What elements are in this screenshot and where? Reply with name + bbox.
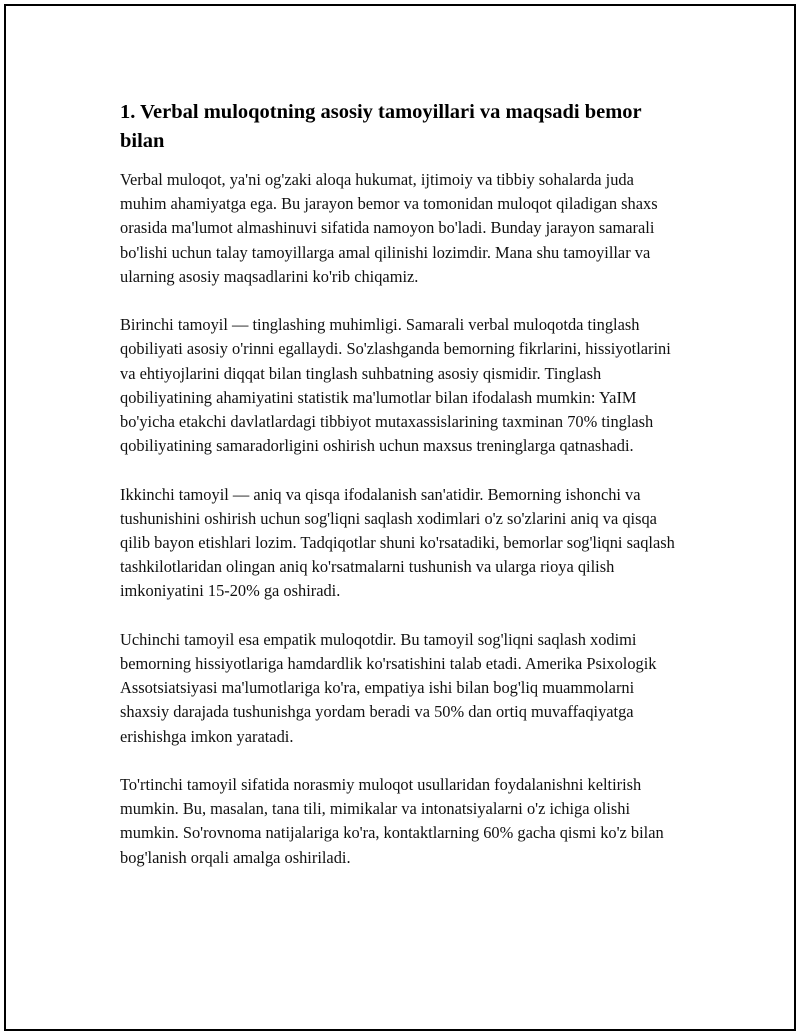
paragraph-first-principle: Birinchi tamoyil — tinglashing muhimligi. Samarali verbal muloqotda tinglash qobiliyati asosiy o'rinni egallaydi. So'zlashganda bemorning fikrlarini, hissiyotlarini va ehtiyojlarini diqqat bilan tinglash suhbatning asosiy qismidir. Tinglash qobiliyatining ahamiyatini statistik ma'lumotlar bilan ifodalash mumkin: YaIM bo'yicha etakchi davlatlardagi tibbiyot mutaxassislarining taxminan 70% tinglash qobiliyatining samaradorligini oshirish uchun maxsus treninglarga qatnashadi. xyxy=(120,315,671,456)
section-heading: 1. Verbal muloqotning asosiy tamoyillari va maqsadi bemor bilan xyxy=(120,101,642,152)
paragraph-third-principle: Uchinchi tamoyil esa empatik muloqotdir. Bu tamoyil sog'liqni saqlash xodimi bemorning hissiyotlariga hamdardlik ko'rsatishini talab etadi. Amerika Psixologik Assotsiatsiyasi ma'lumotlariga ko'ra, empatiya ishi bilan bog'liq muammolarni shaxsiy darajada tushunishga yordam beradi va 50% dan ortiq muvaffaqiyatga erishishga imkon yaratadi. xyxy=(120,629,657,746)
paragraph-second-principle: Ikkinchi tamoyil — aniq va qisqa ifodalanish san'atidir. Bemorning ishonchi va tushunishini oshirish uchun sog'liqni saqlash xodimlari o'z so'zlarini aniq va qisqa qilib bayon etishlari lozim. Tadqiqotlar shuni ko'rsatadiki, bemorlar sog'liqni saqlash tashkilotlaridan olingan aniq ko'rsatmalarni tushunish va ularga rioya qilish imkoniyatini 15-20% ga oshiradi. xyxy=(120,484,675,601)
page-frame xyxy=(4,4,796,1031)
document-body xyxy=(120,98,680,894)
paragraph-fourth-principle: To'rtinchi tamoyil sifatida norasmiy muloqot usullaridan foydalanishni keltirish mumkin. Bu, masalan, tana tili, mimikalar va intonatsiyalarni o'z ichiga olishi mumkin. So'rovnoma natijalariga ko'ra, kontaktlarning 60% gacha qismi ko'z bilan bog'lanish orqali amalga oshiriladi. xyxy=(120,775,664,867)
paragraph-intro: Verbal muloqot, ya'ni og'zaki aloqa hukumat, ijtimoiy va tibbiy sohalarda juda muhim ahamiyatga ega. Bu jarayon bemor va tomonidan muloqot qiladigan shaxs orasida ma'lumot almashinuvi sifatida namoyon bo'ladi. Bunday jarayon samarali bo'lishi uchun talay tamoyillarga amal qilinishi lozimdir. Mana shu tamoyillar va ularning asosiy maqsadlarini ko'rib chiqamiz. xyxy=(120,170,658,286)
